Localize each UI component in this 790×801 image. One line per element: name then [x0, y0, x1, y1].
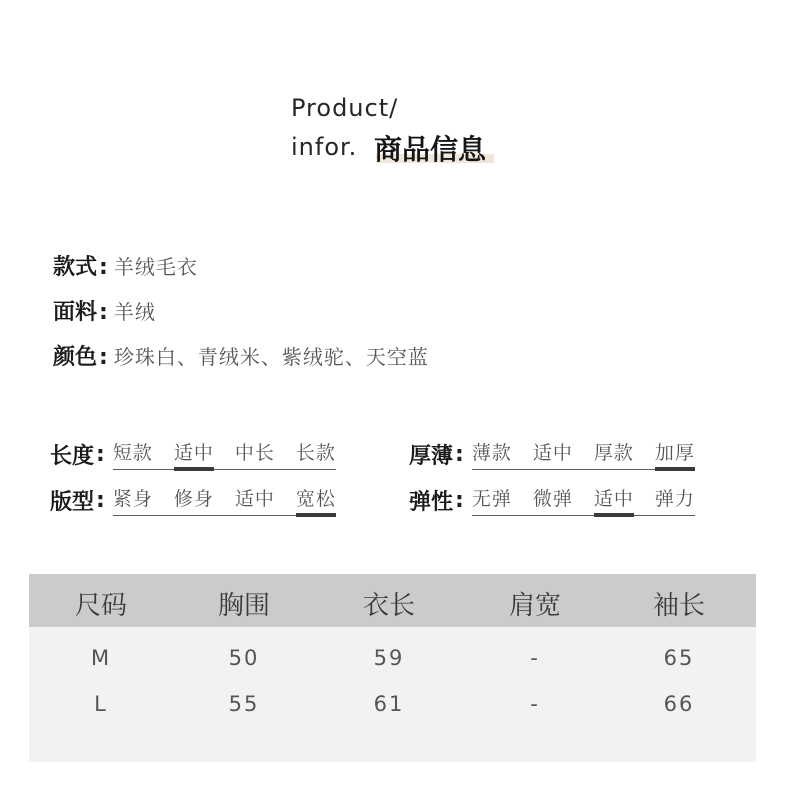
table-cell: L [94, 692, 108, 716]
table-cell: - [530, 646, 540, 670]
info-value: 羊绒 [113, 300, 156, 324]
option-item: 紧身 [112, 488, 153, 510]
info-label: 款式 [53, 255, 98, 280]
option-item-selected: 适中 [594, 484, 634, 511]
option-item: 中长 [234, 442, 275, 464]
option-item: 修身 [173, 488, 214, 510]
info-colon: : [99, 345, 108, 370]
size-table-header [29, 574, 756, 627]
column-header-shoulder: 肩宽 [508, 591, 562, 621]
option-list [113, 484, 336, 516]
info-value: 珍珠白、青绒米、紫绒驼、天空蓝 [113, 345, 429, 369]
option-label: 厚薄 [409, 443, 454, 469]
header-english-line1: Product/ [291, 94, 399, 122]
option-colon: : [96, 441, 105, 467]
option-group-thickness [409, 438, 695, 470]
option-group-length [50, 438, 336, 470]
page-title: 商品信息 [374, 133, 487, 166]
table-cell: M [90, 646, 112, 670]
column-header-chest: 胸围 [217, 591, 271, 621]
column-header-sleeve: 袖长 [652, 591, 706, 621]
info-row-color [53, 340, 429, 371]
option-colon: : [96, 487, 105, 513]
table-cell: 66 [663, 692, 695, 716]
info-row-fabric [53, 295, 156, 326]
info-label: 颜色 [53, 345, 98, 370]
option-item: 弹力 [654, 488, 695, 510]
option-colon: : [455, 487, 464, 513]
header-english-line2: infor. [291, 133, 358, 161]
table-cell: 55 [228, 692, 260, 716]
option-item: 厚款 [593, 442, 634, 464]
option-item: 适中 [532, 442, 573, 464]
option-group-elasticity [409, 484, 695, 516]
info-colon: : [99, 255, 108, 280]
table-cell: 59 [373, 646, 405, 670]
column-header-length: 衣长 [362, 591, 416, 621]
option-label: 弹性 [409, 489, 454, 515]
option-item-selected: 适中 [174, 438, 214, 465]
option-item-selected: 宽松 [296, 484, 336, 511]
option-item: 无弹 [471, 488, 512, 510]
info-label: 面料 [53, 300, 98, 325]
column-header-size: 尺码 [74, 591, 128, 621]
option-item: 适中 [234, 488, 275, 510]
table-cell: 65 [663, 646, 695, 670]
option-list [113, 438, 336, 470]
option-item-selected: 加厚 [655, 438, 695, 465]
option-item: 短款 [112, 442, 153, 464]
option-group-fit [50, 484, 336, 516]
info-value: 羊绒毛衣 [113, 255, 198, 279]
option-list [472, 484, 695, 516]
info-row-style [53, 250, 198, 281]
option-list [472, 438, 695, 470]
option-item: 微弹 [532, 488, 573, 510]
table-cell: 50 [228, 646, 260, 670]
table-cell: 61 [373, 692, 405, 716]
info-colon: : [99, 300, 108, 325]
option-item: 长款 [295, 442, 336, 464]
option-label: 版型 [50, 489, 95, 515]
size-table [29, 574, 756, 762]
option-item: 薄款 [471, 442, 512, 464]
table-cell: - [530, 692, 540, 716]
option-label: 长度 [50, 443, 95, 469]
option-colon: : [455, 441, 464, 467]
